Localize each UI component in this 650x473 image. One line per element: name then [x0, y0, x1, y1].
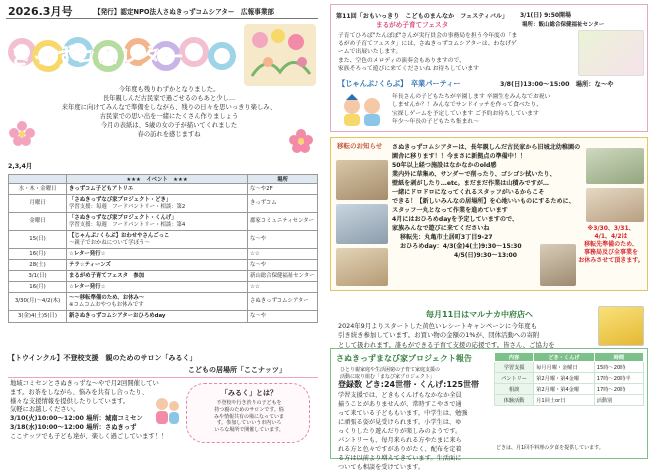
schedule-event-title: 〜〜移転準備のため、お休み〜 [69, 295, 145, 302]
schedule-place: な〜や [248, 231, 318, 249]
schedule-event [67, 260, 248, 271]
title-banner [6, 22, 318, 88]
renovation-photo [586, 188, 644, 222]
jump-line: 年少〜年長の子どもたち集まれ〜 [392, 119, 479, 126]
flower-icon [8, 120, 36, 146]
graduation-party-illustration-icon [340, 94, 384, 128]
festa-date: 3/1(日) 9:50開場 [520, 12, 572, 19]
moving-line: さぬきっずコムシアターは、長年親しんだ古民家から旧城北幼稚園の [392, 144, 581, 151]
miruku-line: いろな場所で開催しています。 [214, 427, 284, 433]
marunaka-line: 2024年9月よりスタートした黄色いレシートキャンペーンに今年度も [338, 322, 537, 330]
project-table-cell: 活動別 [594, 395, 643, 406]
schedule-event [67, 231, 248, 249]
miruku-line: 持つ親のためのサロンです。悩 [214, 406, 284, 413]
moving-line: おひろめday：4/3(金)4(土)9:30〜15:30 [400, 243, 522, 251]
project-body [338, 392, 467, 473]
project-table-cell: 第2月曜・第4金曜 [534, 384, 595, 395]
schedule-event-title: ☆レター発行☆ [69, 250, 106, 257]
schedule-date: 3(金)4(土)5(日) [9, 311, 67, 323]
moving-line: 一緒にドロドロになってくれるスタッフがいるからこそ [392, 189, 545, 197]
moving-line: できる！【新しいみんなの居場所】を心地いいものにするために、 [392, 198, 575, 206]
miruku-callout [186, 383, 310, 443]
festa-line: ームで出展いたします。 [338, 49, 402, 56]
project-subtitle-line: 活動に取り組む「まなび家プロジェクト」 [340, 373, 435, 380]
project-table-cell: 毎月月曜・金曜日 [534, 362, 595, 373]
festa-line: 子育てひろば"たんぽぽ"さんが実行員会の事務局を担う今年度の「ま [338, 33, 518, 39]
twinkle-line: 気軽にお越しください。 [10, 406, 80, 414]
project-line: 揃うことがありませんが、常時すこやさで通 [338, 400, 462, 408]
schedule-place: 郡家コミュニティセンター [248, 213, 318, 231]
schedule-header-place: 場所 [248, 175, 318, 184]
schedule-event-title: 「さぬきっずなび家プロジェクト・どき」 [69, 197, 172, 204]
twinkle-line: 3/10(火)10:00〜12:00 場所：城南コミセン [10, 415, 143, 423]
schedule-date: 15(日) [9, 231, 67, 249]
project-table-cell: 相談 [495, 384, 534, 395]
project-schedule-table [494, 352, 644, 406]
twinkle-title: 【トウインクル】不登校支援 親のためのサロン「みるく」 [8, 354, 197, 362]
project-table-cell: 15時〜20時 [594, 362, 643, 373]
renovation-photo [336, 160, 388, 200]
schedule-event [67, 249, 248, 260]
moving-tag: 移転のお知らせ [337, 142, 383, 150]
renovation-photo [336, 204, 388, 244]
moving-line: 4/5(日)9:30〜13:00 [454, 252, 518, 260]
schedule-event-title: まるがめ子育てフェスタ 参加 [69, 272, 145, 279]
schedule-date: 16(月) [9, 282, 67, 293]
twinkle-line: 3/18(水)10:00〜12:00 場所：さぬきっず [10, 424, 137, 432]
miruku-title: 「みるく」とは？ [221, 389, 277, 397]
project-table-header: 時間 [594, 353, 643, 362]
yellow-receipt-campaign-image [598, 306, 644, 346]
renovation-photo [540, 244, 576, 286]
jump-line: 宝探しゲームを予定しています ご予約お待ちしています [392, 110, 539, 117]
header-divider [6, 18, 318, 19]
project-table-row [495, 384, 644, 395]
twinkle-body [10, 380, 167, 442]
publisher: 【発行】認定NPO法人さぬきっずコムシアター 広報事業部 [94, 8, 275, 16]
schedule-row [9, 260, 318, 271]
renovation-photo [586, 148, 644, 184]
schedule-row [9, 271, 318, 282]
twinkle-divider [8, 377, 318, 378]
schedule-date: 3/1(日) [9, 271, 67, 282]
miruku-line: 不登校や行き渋りの子どもを [216, 400, 282, 406]
project-table-cell: 17時〜20時 [594, 384, 643, 395]
project-table-header-row [495, 353, 644, 362]
schedule-event-title: 「さぬきっずなび家プロジェクト・くんげ」 [69, 215, 177, 222]
festa-title-line2: まるがめ子育てフェスタ [376, 21, 449, 29]
schedule-place: きっずコム [248, 195, 318, 213]
flower-icon [288, 128, 314, 154]
schedule-event [67, 293, 248, 311]
project-table-cell: 17時〜20時半 [594, 373, 643, 384]
schedule-event-detail: 学習支援：毎週 フードパントリー・相談：第4 [69, 221, 186, 228]
twinkle-line: ここナッツでも子ども達が、楽しく過ごしています！！ [10, 432, 168, 440]
schedule-event-detail: 学習支援：毎週 フードパントリー・相談：第2 [69, 203, 186, 210]
schedule-date: 月曜日 [9, 195, 67, 213]
schedule-event [67, 184, 248, 195]
schedule-event [67, 311, 248, 323]
festa-line: 家族そろって遊びに来てくださいね お待ちしています [338, 65, 479, 72]
marunaka-line: 引き続き参加しています。お買い物の金額の1%が、団体活動への寄附 [338, 331, 540, 340]
festa-place: 場所：飯山総合保健福祉センター [522, 22, 605, 28]
greeting-line: 古民家での思い出を一緒にたくさん作りましょう [99, 112, 239, 120]
project-table-row [495, 373, 644, 384]
greeting-message [20, 86, 318, 140]
schedule-row [9, 231, 318, 249]
notice-line: お休みさせて頂きます。 [578, 257, 644, 265]
greeting-line: 今年度も残りわずかとなりました。 [118, 86, 220, 93]
moving-line: 壁紙を剥がしたり…etc。まだまだ作業は山積みですが… [392, 180, 549, 188]
project-table-row [495, 362, 644, 373]
project-line: っくりしたり遊んだりが楽しみのようです。 [338, 427, 462, 435]
schedule-event-title: ☆レター発行☆ [69, 283, 106, 290]
project-line: れる方と色々ですがありがたく、配布を定着 [338, 445, 462, 453]
schedule-event [67, 282, 248, 293]
project-line: って来ている子どももいます。中学生は、勉強 [338, 409, 468, 417]
jump-title: 【じゃんぷ♪くらぶ】 卒業パーティー [338, 79, 461, 88]
schedule-place: ☆☆ [248, 249, 318, 260]
schedule-date: 16(月) [9, 249, 67, 260]
schedule-date: 3/30(月)〜4/2(木) [9, 293, 67, 311]
notice-line: 移転先準備のため、 [584, 241, 638, 249]
title-logo [6, 22, 318, 88]
project-line: パントリーも、毎月来られる方やたまに来ら [338, 436, 462, 444]
schedule-event [67, 213, 248, 231]
schedule-row [9, 293, 318, 311]
moving-line: 業内外に草集め、サンダーで削ったり、ゴシゴシ拭いたり、 [392, 171, 556, 179]
schedule-row [9, 311, 318, 323]
notice-line: 4/1、4/2は [594, 233, 628, 241]
schedule-place: さぬきっずコムシアター [248, 293, 318, 311]
moving-closure-notice [578, 225, 644, 265]
schedule-place: な〜や2F [248, 184, 318, 195]
project-table-header: 内容 [495, 353, 534, 362]
twinkle-line: ます。お茶をしながら、悩みを共有し合ったり、 [10, 388, 149, 396]
greeting-line: 今月の表紙は、5歳の女の子が描いてくれました [100, 121, 238, 129]
moving-line: 4月にはおひろめdayを予定していますので、 [392, 216, 519, 224]
festa-line: るがめ子育てフェスタ」には、さぬきっずコムシアターは、わなげゲ [338, 41, 517, 48]
greeting-line: 長年親しんだ古民家で過ごせるのもあと少し… [102, 94, 236, 102]
schedule-header-row [9, 175, 318, 184]
notice-line: 事務局及び全事業を [583, 249, 638, 257]
notice-line: ※3/30、3/31、 [587, 225, 635, 232]
schedule-event-title: 新さぬきっずコムシアターおひろめday [69, 313, 166, 320]
jump-line: しませんか？！みんなでサンドイッチを作って食べたり、 [392, 102, 543, 109]
marunaka-body [338, 322, 555, 350]
schedule-event-title: 【じゃんぷ♪くらぶ】おわせやさんごっこ [69, 233, 170, 240]
project-title: さぬきっずまなび家プロジェクト報告 [336, 354, 472, 363]
schedule-place: 新山総合保健福祉センター [248, 271, 318, 282]
festa-poster-image [578, 30, 644, 76]
moving-body [392, 143, 580, 260]
project-table-note: どきは、月1回手料理の夕食を提供しています。 [496, 445, 604, 451]
renovation-photo [336, 248, 388, 286]
schedule-row [9, 184, 318, 195]
schedule-place: な〜や [248, 311, 318, 323]
project-table-row [495, 395, 644, 406]
schedule-place: ☆☆ [248, 282, 318, 293]
project-table-cell: 第2月曜・第4金曜 [534, 373, 595, 384]
marunaka-line: として扱われます。誰もができる子育て支援の応援です。皆さん、ご協力を [338, 340, 555, 349]
marunaka-title: 毎月11日はマルナカ中府店へ [426, 310, 533, 319]
moving-line: 移転先：丸亀市土居町3丁目9-27 [400, 234, 493, 242]
schedule-date: 28(土) [9, 260, 67, 271]
project-subtitle-line: ひとり親家庭や生活困窮の子育て家庭支援の [340, 367, 441, 373]
schedule-event [67, 271, 248, 282]
project-line: 学習支援では、どきもくんげもなかなか全員 [338, 392, 462, 399]
jump-line: 年長さんの子どもたちが卒園します 卒園生をみんなでお祝い [392, 94, 551, 100]
svg-text:きっずコムレター: きっずコムレター [10, 45, 185, 70]
children-illustration-icon [152, 396, 182, 426]
schedule-event-title: テラ☆ティーンズ [69, 261, 111, 268]
greeting-line: 春の訪れを感じますね [137, 130, 201, 138]
project-line: に頑張る姿が見受けられます。小学生は、ゆ [338, 418, 462, 426]
project-table-cell: 体験活動 [495, 395, 534, 406]
schedule-row [9, 282, 318, 293]
schedule-event-detail: 〜親子でおかねについて学ぼう〜 [69, 239, 150, 246]
schedule-event [67, 195, 248, 213]
moving-line: 家族みんなで遊びに来てくださいね [392, 225, 490, 233]
greeting-line: 来年度に向けてみんなで準備をしながら、残りの日々を思いっきり楽しみ、 [61, 103, 277, 111]
project-table-header: どき・くんげ [534, 353, 595, 362]
twinkle-line: 地域コミセンとさぬきっずな〜やで月2回開催してい [10, 380, 159, 387]
issue-date: 2026.3月号 [8, 5, 73, 18]
schedule-row [9, 249, 318, 260]
miruku-line: みや情報共有の場になっていま [213, 413, 284, 420]
project-registration-count: 登録数 どき:24世帯・くんげ:125世帯 [338, 380, 480, 389]
jump-body [392, 93, 550, 127]
schedule-row [9, 213, 318, 231]
schedule-date: 金曜日 [9, 213, 67, 231]
miruku-text [187, 400, 311, 434]
schedule-event-title: きっずコム子どもアトリエ [69, 185, 134, 192]
schedule-title: 2,3,4月 [8, 163, 33, 170]
moving-line: 50年以上経つ施設はなかなかのold感 [392, 162, 497, 170]
schedule-event-detail: ※コムコムおやつもお休みです [69, 301, 144, 308]
project-table-cell: パントリー [495, 373, 534, 384]
festa-line: また、空色のメロディの演奏会もありますので、 [338, 57, 465, 64]
moving-line: スタッフ一丸となって作業を進めています [392, 207, 508, 215]
project-table-cell: 学習支援 [495, 362, 534, 373]
project-line: る方は以前より増えてきています。生活面に [338, 454, 462, 462]
project-subtitle [340, 367, 440, 380]
schedule-header-date [9, 175, 67, 184]
schedule-date: 水・木・金曜日 [9, 184, 67, 195]
twinkle-subtitle: こどもの居場所「ここナッツ」 [188, 366, 286, 374]
festa-title-line1: 第11回「おもいっきり こどものまんなか フェスティバル」 [336, 13, 509, 20]
schedule-table [8, 174, 318, 323]
schedule-place: な〜や [248, 260, 318, 271]
project-table-cell: 月1回土or日 [534, 395, 595, 406]
festa-body [338, 32, 517, 73]
project-line: ついても相談を受けています。 [338, 463, 425, 471]
twinkle-line: 様々な支援情報を提供したりしています。 [10, 397, 130, 405]
schedule-row [9, 195, 318, 213]
schedule-header-event: ★★★ イベント ★★★ [67, 175, 248, 184]
moving-line: 園舎に移ります！！今まさに新拠点の準備中！！ [392, 153, 527, 161]
jump-date: 3/8(日)13:00〜15:00 場所：な〜や [500, 81, 614, 88]
miruku-line: す。参加していいう市内いろ [216, 420, 282, 427]
